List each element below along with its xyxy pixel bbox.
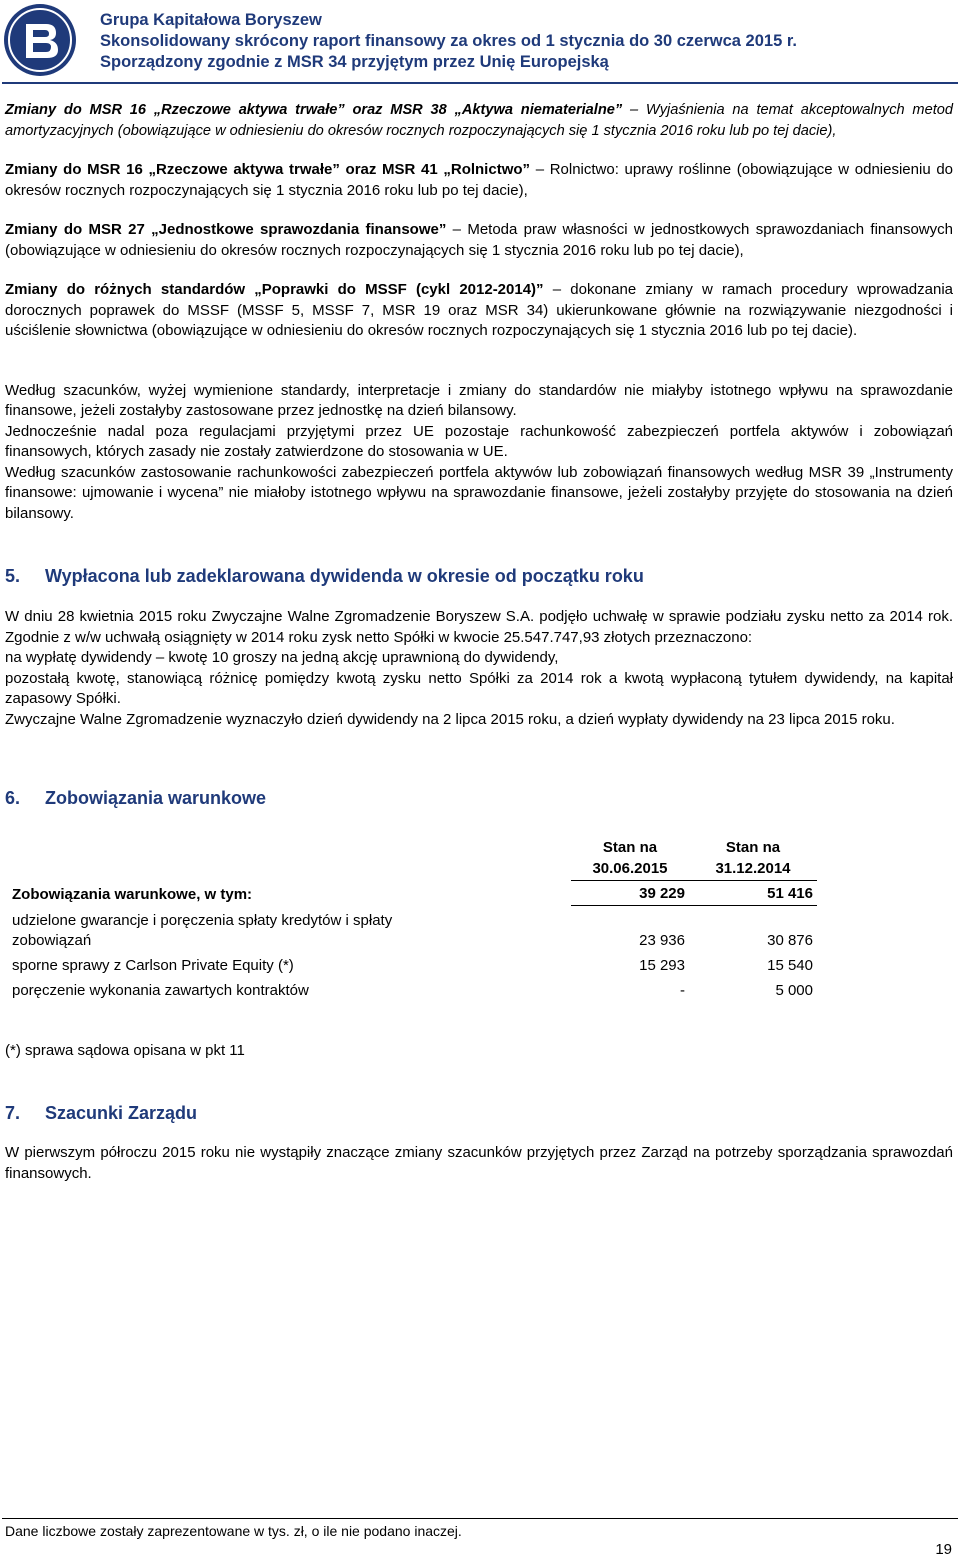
column-header-2015: Stan na 30.06.2015 bbox=[571, 837, 689, 881]
column-header-2014: Stan na 31.12.2014 bbox=[689, 837, 817, 881]
company-logo bbox=[2, 2, 78, 78]
table-row: sporne sprawy z Carlson Private Equity (*) 15 293 15 540 bbox=[12, 956, 813, 974]
table-row: udzielone gwarancje i poręczenia spłaty kredytów i spłaty zobowiązań 23 936 30 876 bbox=[12, 911, 813, 949]
table-header-row bbox=[8, 837, 817, 881]
amendment-mssf-cycle: Zmiany do różnych standardów „Poprawki do MSSF (cykl 2012-2014)” – dokonane zmiany w ramach procedury wprowadzania dorocznych poprawek do MSSF (MSSF 5, MSSF 7, MSR 19 oraz MSR 34) ukierunkowane głównie na rozwiązywanie niezgodności i uściślenie słownictwa (obowiązujące w odniesieniu do okresów rocznych rozpoczynających się 1 stycznia 2016 lub po tej dacie). bbox=[5, 281, 953, 339]
header-divider bbox=[2, 82, 958, 84]
document-header bbox=[100, 10, 950, 73]
hedge-accounting-paragraph: Jednocześnie nadal poza regulacjami przyjętymi przez UE pozostaje rachunkowość zabezpieczeń portfela aktywów i zobowiązań finansowych, których zasady nie zostały zatwierdzone do stosowania w UE. bbox=[5, 422, 953, 460]
report-standard: Sporządzony zgodnie z MSR 34 przyjętym przez Unię Europejską bbox=[100, 53, 609, 71]
dividend-payout: na wypłatę dywidendy – kwotę 10 groszy na jedną akcję uprawnioną do dywidendy, bbox=[5, 649, 559, 666]
management-estimates: W pierwszym półroczu 2015 roku nie wystąpiły znaczące zmiany szacunków przyjętych przez Zarząd na potrzeby sporządzania sprawozdań finansowych. bbox=[5, 1144, 953, 1182]
report-title: Skonsolidowany skrócony raport finansowy za okres od 1 stycznia do 30 czerwca 2015 r. bbox=[100, 32, 797, 50]
dividend-dates: Zwyczajne Walne Zgromadzenie wyznaczyło dzień dywidendy na 2 lipca 2015 roku, a dzień wypłaty dywidendy na 23 lipca 2015 roku. bbox=[5, 710, 895, 728]
footer-note: Dane liczbowe zostały zaprezentowane w tys. zł, o ile nie podano inaczej. bbox=[5, 1523, 462, 1539]
estimate-paragraph: Według szacunków, wyżej wymienione standardy, interpretacje i zmiany do standardów nie miałyby istotnego wpływu na sprawozdanie finansowe, jeżeli zostałyby zastosowane przez jednostkę na dzień bilansowy. bbox=[5, 381, 953, 419]
contingent-liabilities-table bbox=[8, 837, 817, 1001]
amendment-msr16-msr41: Zmiany do MSR 16 „Rzeczowe aktywa trwałe” oraz MSR 41 „Rolnictwo” – Rolnictwo: uprawy roślinne (obowiązujące w odniesieniu do okresów rocznych rozpoczynających się 1 stycznia 2016 roku lub po tej dacie), bbox=[5, 161, 954, 199]
amendment-msr16-msr38: Zmiany do MSR 16 „Rzeczowe aktywa trwałe” oraz MSR 38 „Aktywa niematerialne” – Wyjaśnienia na temat akceptowalnych metod amortyzacyjnych (obowiązujące w odniesieniu do okresów rocznych rozpoczynających się 1 stycznia 2016 roku lub po tej dacie), bbox=[5, 102, 953, 139]
footer-divider bbox=[2, 1518, 958, 1519]
section-5-heading: 5. Wypłacona lub zadeklarowana dywidenda w okresie od początku roku bbox=[5, 566, 644, 586]
page-number: 19 bbox=[935, 1541, 952, 1558]
table-footnote: (*) sprawa sądowa opisana w pkt 11 bbox=[5, 1041, 245, 1059]
table-row: poręczenie wykonania zawartych kontraktów - 5 000 bbox=[12, 981, 813, 999]
msr39-paragraph: Według szacunków zastosowanie rachunkowości zabezpieczeń portfela aktywów lub zobowiązań finansowych według MSR 39 „Instrumenty finansowe: ujmowanie i wycena” nie miałoby istotnego wpływu na sprawozdanie finansowe, jeżeli zostałyby przyjęte do stosowania na dzień bilansowy. bbox=[5, 463, 953, 522]
company-name: Grupa Kapitałowa Boryszew bbox=[100, 11, 322, 29]
dividend-remainder: pozostałą kwotę, stanowiącą różnicę pomiędzy kwotą zysku netto Spółki za 2014 rok a kwotą wypłaconą tytułem dywidendy, na kapitał zapasowy Spółki. bbox=[5, 669, 953, 707]
dividend-resolution: W dniu 28 kwietnia 2015 roku Zwyczajne Walne Zgromadzenie Boryszew S.A. podjęło uchwałę w sprawie podziału zysku netto za 2014 rok. Zgodnie z w/w uchwałą osiągnięty w 2014 roku zysk netto Spółki w kwocie 25.547.747,93 złotych przeznaczono: bbox=[5, 608, 953, 646]
page-content bbox=[5, 100, 953, 1184]
section-7-heading: 7. Szacunki Zarządu bbox=[5, 1103, 198, 1123]
table-total-row: Zobowiązania warunkowe, w tym: 39 229 51 416 bbox=[8, 881, 817, 906]
amendment-msr27: Zmiany do MSR 27 „Jednostkowe sprawozdania finansowe” – Metoda praw własności w jednostkowych sprawozdaniach finansowych (obowiązujące w odniesieniu do okresów rocznych rozpoczynających się 1 stycznia 2016 roku lub po tej dacie), bbox=[5, 221, 953, 259]
section-6-heading: 6. Zobowiązania warunkowe bbox=[5, 788, 267, 808]
